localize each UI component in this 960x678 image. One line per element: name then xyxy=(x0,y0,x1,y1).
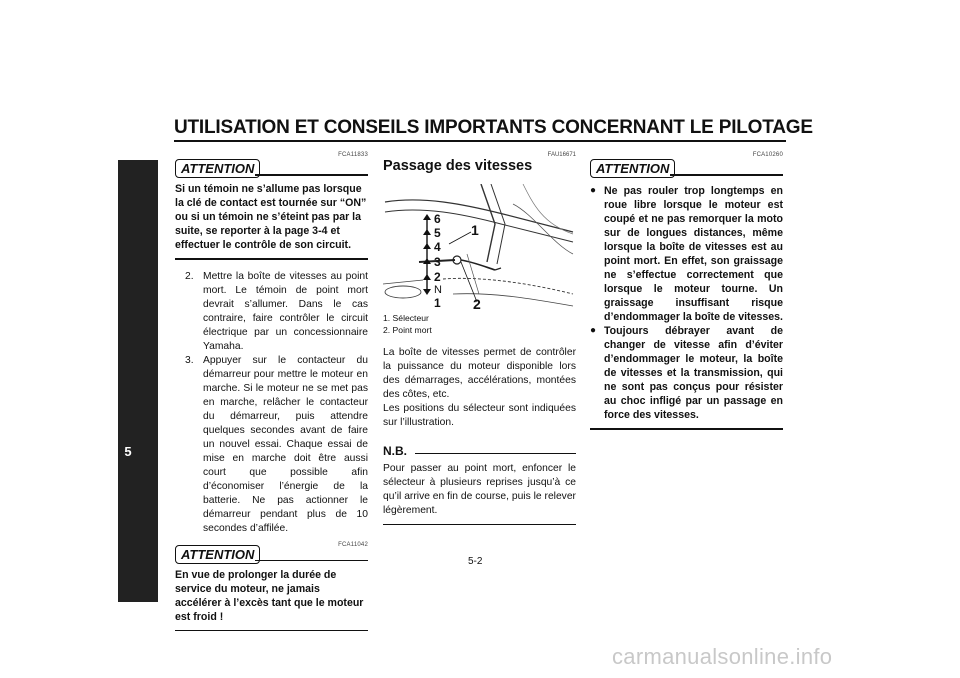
attention-header xyxy=(590,152,783,178)
gear-label-3: 3 xyxy=(434,255,441,269)
caption-line: 2. Point mort xyxy=(383,325,432,335)
gear-label-neutral: N xyxy=(434,284,442,296)
column-right xyxy=(590,152,783,430)
figure-caption xyxy=(383,312,576,336)
step-number: 2. xyxy=(185,270,194,282)
attention-end-rule xyxy=(590,428,783,430)
step-text: Appuyer sur le contacteur du démarreur pour mettre le moteur en marche. Si le moteur ne se met pas en marche, relâcher le contacteur du démarreur, puis attendre quelques secondes avant de faire un nouvel essai. Chaque essai de mise en marche doit être aussi court que possible afin d’économiser l’énergie de la batterie. Ne pas actionner le démarreur pendant plus de 10 secondes d’affilée. xyxy=(203,354,368,534)
steps-list xyxy=(175,270,368,536)
paragraph: Les positions du sélecteur sont indiquées sur l’illustration. xyxy=(383,403,576,428)
attention-bullets xyxy=(590,184,783,422)
attention-label: ATTENTION xyxy=(175,545,260,564)
list-item xyxy=(175,270,368,354)
attention-text: En vue de prolonger la durée de service du moteur, ne jamais accélérer à l’excès tant que le moteur est froid ! xyxy=(175,568,364,623)
paragraph: La boîte de vitesses permet de contrôler la puissance du moteur disponible lors des démarrages, accélérations, montées des côtes, etc. xyxy=(383,347,576,400)
nb-text: Pour passer au point mort, enfoncer le sélecteur à plusieurs reprises jusqu’à ce qu’il arrive en fin de course, puis le relever légèrement. xyxy=(383,463,576,516)
list-item xyxy=(590,324,783,422)
gear-label-2: 2 xyxy=(434,270,441,284)
reference-code: FCA11833 xyxy=(338,152,368,158)
step-number: 3. xyxy=(185,354,194,366)
nb-header xyxy=(383,442,576,460)
gear-label-6: 6 xyxy=(434,212,441,226)
nb-rule xyxy=(415,453,576,454)
chapter-tab xyxy=(118,160,158,602)
nb-label: N.B. xyxy=(383,444,407,458)
reference-code: FCA10260 xyxy=(752,152,783,158)
page-number: 5-2 xyxy=(468,556,483,567)
gear-label-4: 4 xyxy=(434,240,441,254)
gear-label-5: 5 xyxy=(434,226,441,240)
reference-code: FAU16671 xyxy=(547,152,576,158)
attention-header xyxy=(175,152,368,178)
bullet-text: Ne pas rouler trop longtemps en roue libre lorsque le moteur est coupé et ne pas remorquer la moto sur de longues distances, même lorsque la boîte de vitesses est au point mort. En effet, son graissage ne s’effectue correctement que lorsque le moteur tourne. Un graissage insuffisant risque d’endommager la boîte de vitesses. xyxy=(604,185,783,323)
list-item xyxy=(590,184,783,324)
attention-end-rule xyxy=(175,630,368,632)
attention-end-rule xyxy=(175,258,368,260)
gear-shift-illustration xyxy=(383,184,576,312)
gear-label-1: 1 xyxy=(434,296,441,310)
watermark: carmanualsonline.info xyxy=(612,644,833,669)
list-item xyxy=(175,354,368,536)
callout-1: 1 xyxy=(471,222,479,238)
attention-rule xyxy=(255,560,368,562)
attention-label: ATTENTION xyxy=(590,159,675,178)
column-middle xyxy=(383,152,576,525)
bullet-text: Toujours débrayer avant de changer de vitesse afin d’éviter d’endommager le moteur, la boîte de vitesses et la transmission, qui ne sont pas conçus pour résister au choc infligé par un passage en force des vitesses. xyxy=(604,325,783,421)
illustration-drawing xyxy=(383,184,576,309)
page-title: UTILISATION ET CONSEILS IMPORTANTS CONCERNANT LE PILOTAGE xyxy=(174,117,813,138)
attention-rule xyxy=(670,174,783,176)
header-rule xyxy=(174,140,786,142)
bullet-icon: ● xyxy=(590,185,597,196)
section-title: Passage des vitesses xyxy=(383,158,533,174)
column-left xyxy=(175,152,368,631)
chapter-number: 5 xyxy=(124,444,132,459)
section-header xyxy=(383,152,576,174)
attention-label: ATTENTION xyxy=(175,159,260,178)
reference-code: FCA11042 xyxy=(338,541,368,548)
attention-rule xyxy=(255,174,368,176)
callout-2: 2 xyxy=(473,296,481,312)
attention-text: Si un témoin ne s’allume pas lorsque la clé de contact est tournée sur “ON” ou si un témoin ne s’éteint pas par la suite, se reporter à la page 3-4 et effectuer le contrôle de son circuit. xyxy=(175,183,367,251)
bullet-icon: ● xyxy=(590,325,597,336)
attention-header xyxy=(175,538,368,564)
nb-end-rule xyxy=(383,524,576,525)
step-text: Mettre la boîte de vitesses au point mort. Le témoin de point mort devrait s’allumer. Dans le cas contraire, faire contrôler le circuit électrique par un concessionnaire Yamaha. xyxy=(203,270,368,352)
caption-line: 1. Sélecteur xyxy=(383,313,429,323)
